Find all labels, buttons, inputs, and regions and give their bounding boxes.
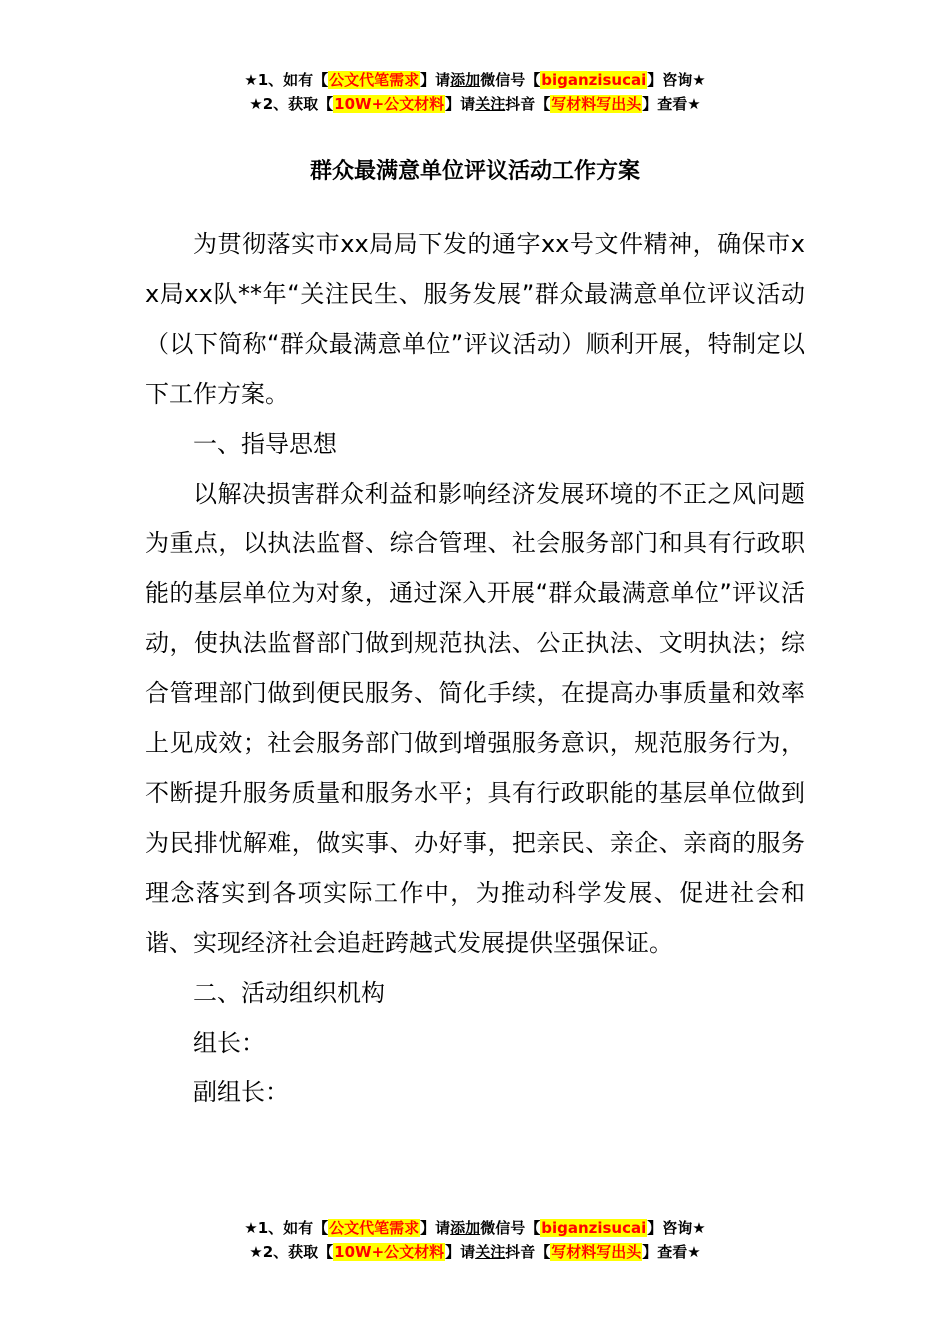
douyin-id-highlight: 写材料写出头 <box>551 1243 642 1261</box>
banner-text: 】咨询 <box>647 1219 693 1237</box>
banner-emphasis: 添加 <box>450 1219 481 1237</box>
banner-text: 】请 <box>445 1243 476 1261</box>
wechat-id-highlight: biganzisucai <box>541 71 647 89</box>
douyin-id-highlight: 写材料写出头 <box>551 95 642 113</box>
header-banner <box>0 68 950 116</box>
banner-text: 微信号【 <box>480 71 541 89</box>
banner-emphasis: 添加 <box>450 71 481 89</box>
banner-text: 】咨询 <box>647 71 693 89</box>
team-leader-line: 组长： <box>193 1028 265 1057</box>
section-heading-2: 二、活动组织机构 <box>193 978 385 1007</box>
banner-text: 】查看 <box>642 95 688 113</box>
banner-text: 微信号【 <box>480 1219 541 1237</box>
banner-highlight: 公文代笔需求 <box>329 1219 420 1237</box>
banner-text: 1、如有【 <box>257 71 329 89</box>
header-banner-line-2 <box>0 92 950 116</box>
banner-text: 2、获取【 <box>262 95 334 113</box>
star-icon: ★ <box>692 71 706 89</box>
intro-paragraph: 为贯彻落实市xx局局下发的通字xx号文件精神，确保市xx局xx队**年“关注民生、服务发展”群众最满意单位评议活动（以下简称“群众最满意单位”评议活动）顺利开展，特制定以下工作方案。 <box>145 230 805 408</box>
footer-banner-line-2 <box>0 1240 950 1264</box>
document-title: 群众最满意单位评议活动工作方案 <box>309 159 640 184</box>
star-icon: ★ <box>687 95 701 113</box>
banner-highlight: 10W+公文材料 <box>334 1243 445 1261</box>
header-banner-line-1 <box>0 68 950 92</box>
wechat-id-highlight: biganzisucai <box>541 1219 647 1237</box>
star-icon: ★ <box>244 1219 258 1237</box>
banner-text: 抖音【 <box>505 95 551 113</box>
banner-emphasis: 关注 <box>475 1243 506 1261</box>
banner-highlight: 10W+公文材料 <box>334 95 445 113</box>
section-heading-1: 一、指导思想 <box>193 429 337 458</box>
banner-text: 抖音【 <box>505 1243 551 1261</box>
footer-banner <box>0 1216 950 1264</box>
deputy-team-leader-line: 副组长： <box>193 1078 289 1107</box>
footer-banner-line-1 <box>0 1216 950 1240</box>
document-body <box>145 220 805 1118</box>
banner-highlight: 公文代笔需求 <box>329 71 420 89</box>
banner-text: 】请 <box>420 1219 451 1237</box>
banner-text: 2、获取【 <box>262 1243 334 1261</box>
banner-emphasis: 关注 <box>475 95 506 113</box>
star-icon: ★ <box>687 1243 701 1261</box>
star-icon: ★ <box>249 95 263 113</box>
banner-text: 】查看 <box>642 1243 688 1261</box>
guiding-thought-paragraph: 以解决损害群众利益和影响经济发展环境的不正之风问题为重点，以执法监督、综合管理、社会服务部门和具有行政职能的基层单位为对象，通过深入开展“群众最满意单位”评议活动，使执法监督部门做到规范执法、公正执法、文明执法；综合管理部门做到便民服务、简化手续，在提高办事质量和效率上见成效；社会服务部门做到增强服务意识，规范服务行为，不断提升服务质量和服务水平；具有行政职能的基层单位做到为民排忧解难，做实事、办好事，把亲民、亲企、亲商的服务理念落实到各项实际工作中，为推动科学发展、促进社会和谐、实现经济社会追赶跨越式发展提供坚强保证。 <box>145 479 805 957</box>
star-icon: ★ <box>244 71 258 89</box>
banner-text: 】请 <box>445 95 476 113</box>
star-icon: ★ <box>692 1219 706 1237</box>
banner-text: 】请 <box>420 71 451 89</box>
banner-text: 1、如有【 <box>257 1219 329 1237</box>
star-icon: ★ <box>249 1243 263 1261</box>
